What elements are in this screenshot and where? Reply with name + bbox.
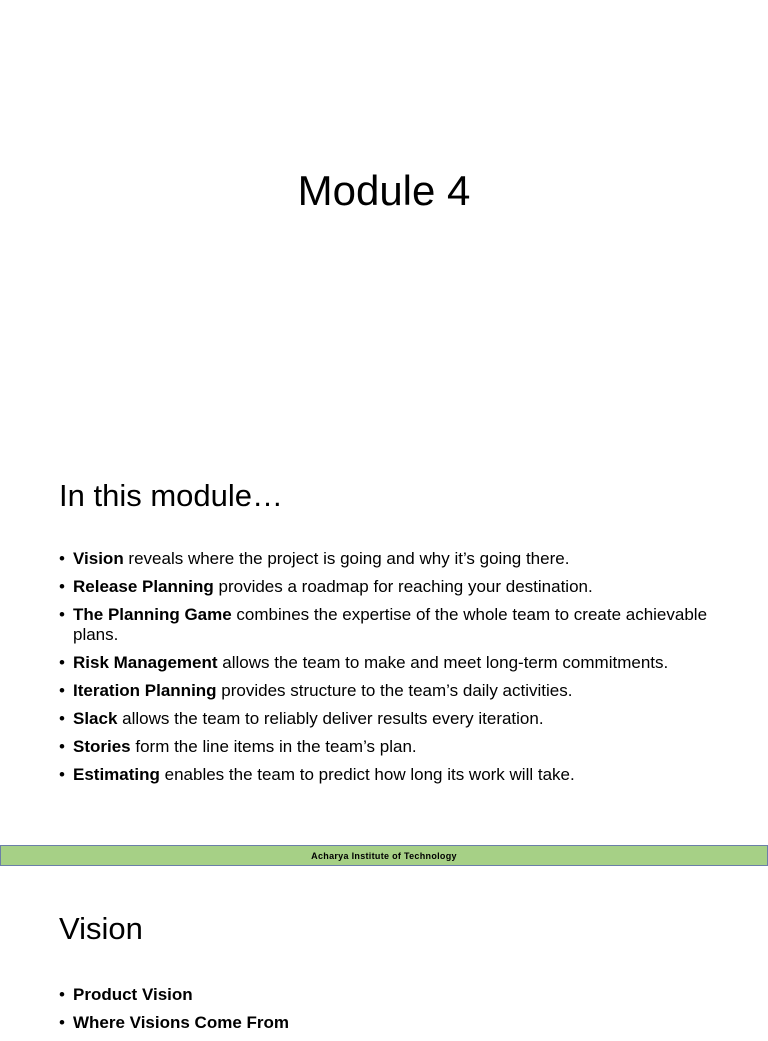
- footer-band: [0, 845, 768, 866]
- bullet-text: reveals where the project is going and why it’s going there.: [123, 549, 570, 568]
- list-item: [59, 737, 739, 757]
- bullet-term: Slack: [73, 709, 118, 728]
- list-item: [59, 709, 739, 729]
- slide-title: Module 4: [297, 167, 471, 214]
- bullet-term: Where Visions Come From: [73, 1013, 290, 1032]
- bullet-text: enables the team to predict how long its work will take.: [159, 765, 575, 784]
- list-item: [59, 605, 739, 645]
- list-item: [59, 577, 739, 597]
- bullet-text: provides a roadmap for reaching your destination.: [213, 577, 593, 596]
- list-item: [59, 765, 739, 785]
- bullet-text: allows the team to reliably deliver results every iteration.: [117, 709, 544, 728]
- bullet-text: combines the expertise of the whole team to create achievable plans.: [73, 605, 708, 644]
- bullet-term: Release Planning: [73, 577, 214, 596]
- bullet-term: Risk Management: [73, 653, 218, 672]
- bullet-term: Vision: [73, 549, 124, 568]
- module-heading: In this module…: [59, 478, 283, 513]
- list-item: [59, 681, 739, 701]
- footer-text: Acharya Institute of Technology: [311, 851, 457, 861]
- list-item: [59, 985, 739, 1005]
- bullet-term: Estimating: [73, 765, 160, 784]
- bullet-term: The Planning Game: [73, 605, 232, 624]
- list-item: [59, 1013, 739, 1033]
- bullet-term: Stories: [73, 737, 131, 756]
- bullet-text: allows the team to make and meet long-term commitments.: [217, 653, 669, 672]
- bullet-text: provides structure to the team’s daily activities.: [216, 681, 573, 700]
- bullet-term: Iteration Planning: [73, 681, 217, 700]
- vision-heading: Vision: [59, 911, 143, 946]
- list-item: [59, 549, 739, 569]
- module-topic-list: [59, 549, 739, 793]
- bullet-term: Product Vision: [73, 985, 193, 1004]
- bullet-text: form the line items in the team’s plan.: [130, 737, 417, 756]
- vision-topic-list: [59, 985, 739, 1041]
- list-item: [59, 653, 739, 673]
